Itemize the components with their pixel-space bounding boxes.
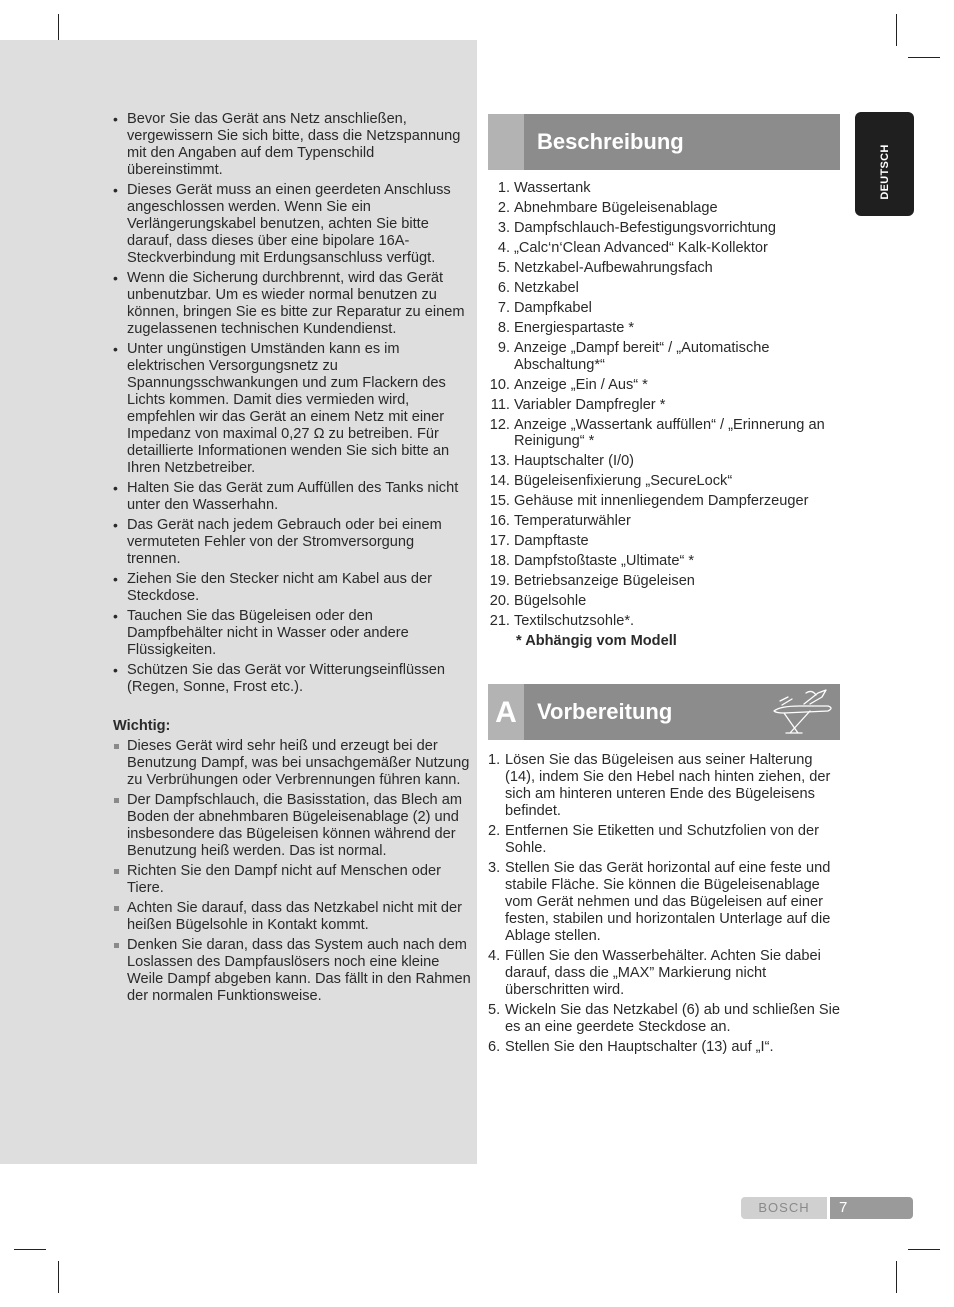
safety-bullet: • Tauchen Sie das Bügeleisen oder den Dampfbehälter nicht in Wasser oder andere Flüssigkeiten.	[111, 608, 471, 659]
step-number: 1.	[488, 752, 501, 768]
item-number: 7.	[497, 299, 510, 316]
preparation-step	[488, 1039, 843, 1056]
important-list	[111, 738, 471, 1005]
safety-bullet: • Wenn die Sicherung durchbrennt, wird das Gerät unbenutzbar. Um es wieder normal benutzen zu können, bringen Sie es bitte zur Reparatur zu einem zugelassenen technischen Kundendienst.	[111, 270, 471, 338]
step-text: Entfernen Sie Etiketten und Schutzfolien von der Sohle.	[505, 823, 819, 856]
item-number: 3.	[497, 219, 510, 236]
description-item	[488, 240, 843, 257]
description-item	[488, 593, 843, 610]
important-item: Dieses Gerät wird sehr heiß und erzeugt bei der Benutzung Dampf, was bei unsachgemäßer Nutzung zu Verbrühungen oder Verbrennungen führen kann.	[111, 738, 471, 789]
item-text: „Calc‘n‘Clean Advanced“ Kalk-Kollektor	[514, 239, 768, 256]
description-list	[488, 180, 843, 650]
safety-bullet: • Das Gerät nach jedem Gebrauch oder bei einem vermuteten Fehler von der Stromversorgung trennen.	[111, 517, 471, 568]
item-text: Netzkabel-Aufbewahrungsfach	[514, 259, 713, 276]
model-note: * Abhängig vom Modell	[516, 633, 677, 650]
crop-mark	[58, 1261, 59, 1293]
preparation-step	[488, 823, 843, 857]
preparation-step	[488, 860, 843, 945]
item-text: Anzeige „Ein / Aus“ *	[514, 376, 648, 393]
item-number: 6.	[497, 279, 510, 296]
crop-mark	[908, 1249, 940, 1250]
crop-mark	[908, 57, 940, 58]
preparation-header	[488, 684, 840, 740]
important-item: Richten Sie den Dampf nicht auf Menschen oder Tiere.	[111, 863, 471, 897]
item-text: Bügelsohle	[514, 593, 587, 610]
step-text: Lösen Sie das Bügeleisen aus seiner Halterung (14), indem Sie den Hebel nach hinten ziehen, der sich am hinteren unteren Ende des Bügeleisens befindet.	[505, 752, 831, 819]
item-number: 21.	[489, 613, 510, 630]
safety-bullet: • Dieses Gerät muss an einen geerdeten Anschluss angeschlossen werden. Wenn Sie ein Verlängerungskabel benutzen, achten Sie bitte darauf, dass dieses über eine bipolare 16A-Steckverbindung mit Erdungsanschluss verfügt.	[111, 182, 471, 267]
preparation-step	[488, 948, 843, 999]
step-text: Stellen Sie das Gerät horizontal auf eine feste und stabile Fläche. Sie können die Bügeleisenablage vom Gerät nehmen und das Bügeleisen auf einer festen, stabilen und horizontalen Unterlage auf die Ablage stellen.	[505, 860, 831, 944]
description-title: Beschreibung	[537, 129, 684, 154]
language-label: DEUTSCH	[879, 144, 891, 200]
description-item	[488, 613, 843, 630]
item-number: 10.	[489, 376, 510, 393]
description-item	[488, 417, 843, 451]
item-number: 15.	[489, 493, 510, 510]
description-item	[488, 553, 843, 570]
item-text: Hauptschalter (I/0)	[514, 453, 635, 470]
item-number: 2.	[497, 199, 510, 216]
ironing-board-icon	[770, 687, 838, 737]
step-text: Wickeln Sie das Netzkabel (6) ab und schließen Sie es an eine geerdete Steckdose an.	[505, 1002, 841, 1035]
item-number: 19.	[489, 573, 510, 590]
safety-bullet-list	[111, 111, 471, 696]
preparation-step	[488, 1002, 843, 1036]
item-number: 11.	[490, 396, 510, 413]
item-number: 1.	[497, 180, 510, 196]
step-text: Füllen Sie den Wasserbehälter. Achten Sie dabei darauf, dass die „MAX” Markierung nicht überschritten wird.	[505, 948, 821, 998]
description-item	[488, 280, 843, 297]
description-item	[488, 513, 843, 530]
safety-bullet: • Unter ungünstigen Umständen kann es im elektrischen Versorgungsnetz zu Spannungsschwankungen und zum Flackern des Lichts kommen. Damit dies vermieden wird, empfehlen wir das Gerät an einem Netz mit einer Impedanz von maximal 0,27 Ω zu betreiben. Für detaillierte Informationen wenden Sie sich bitte an Ihren Netzbetreiber.	[111, 341, 471, 477]
language-tab	[855, 112, 914, 216]
step-number: 6.	[488, 1039, 501, 1055]
item-text: Textilschutzsohle*.	[514, 613, 635, 630]
safety-bullet: • Schützen Sie das Gerät vor Witterungseinflüssen (Regen, Sonne, Frost etc.).	[111, 662, 471, 696]
description-item	[488, 180, 843, 197]
item-text: Energiespartaste *	[514, 319, 635, 336]
important-heading: Wichtig:	[113, 718, 171, 734]
preparation-title: Vorbereitung	[537, 699, 673, 724]
item-number: 9.	[497, 339, 510, 356]
item-text: Betriebsanzeige Bügeleisen	[514, 573, 695, 590]
item-number: 13.	[489, 453, 510, 470]
description-item	[488, 473, 843, 490]
step-number: 5.	[488, 1002, 501, 1018]
section-letter: A	[488, 684, 524, 740]
item-number: 8.	[497, 319, 510, 336]
description-item	[488, 493, 843, 510]
description-item	[488, 453, 843, 470]
step-number: 3.	[488, 860, 501, 876]
item-text: Dampfschlauch-Befestigungsvorrichtung	[514, 219, 777, 236]
item-number: 18.	[489, 553, 510, 570]
description-item	[488, 320, 843, 337]
item-number: 16.	[489, 513, 510, 530]
safety-instructions	[111, 111, 471, 1008]
item-number: 4.	[497, 239, 510, 256]
step-number: 4.	[488, 948, 501, 964]
item-text: Dampfkabel	[514, 299, 592, 316]
item-text: Variabler Dampfregler *	[514, 396, 666, 413]
description-item	[488, 200, 843, 217]
preparation-step	[488, 752, 843, 820]
item-number: 5.	[497, 259, 510, 276]
description-item	[488, 220, 843, 237]
preparation-steps	[488, 752, 843, 1059]
item-text: Anzeige „Wassertank auffüllen“ / „Erinnerung an Reinigung“ *	[514, 416, 825, 450]
description-item	[488, 340, 843, 374]
brand-label: BOSCH	[741, 1197, 827, 1219]
description-item	[488, 377, 843, 394]
description-item	[488, 300, 843, 317]
crop-mark	[14, 1249, 46, 1250]
item-number: 17.	[489, 533, 510, 550]
item-text: Bügeleisenfixierung „SecureLock“	[514, 473, 733, 490]
important-item: Der Dampfschlauch, die Basisstation, das Blech am Boden der abnehmbaren Bügeleisenablage (2) und insbesondere das Bügeleisen können während der Benutzung heiß werden. Das ist normal.	[111, 792, 471, 860]
description-item	[488, 533, 843, 550]
description-item	[488, 397, 843, 414]
step-text: Stellen Sie den Hauptschalter (13) auf „I“.	[505, 1039, 774, 1055]
important-item: Denken Sie daran, dass das System auch nach dem Loslassen des Dampfauslösers noch eine kleine Weile Dampf abgeben kann. Das fällt in den Rahmen der normalen Funktionsweise.	[111, 937, 471, 1005]
item-number: 12.	[489, 416, 510, 433]
description-header	[488, 114, 840, 170]
important-item: Achten Sie darauf, dass das Netzkabel nicht mit der heißen Bügelsohle in Kontakt kommt.	[111, 900, 471, 934]
item-text: Gehäuse mit innenliegendem Dampferzeuger	[514, 493, 809, 510]
header-tab	[488, 114, 524, 170]
crop-mark	[896, 1261, 897, 1293]
item-number: 20.	[489, 593, 510, 610]
item-text: Abnehmbare Bügeleisenablage	[514, 199, 718, 216]
item-text: Dampfstoßtaste „Ultimate“ *	[514, 553, 695, 570]
crop-mark	[896, 14, 897, 46]
safety-bullet: • Ziehen Sie den Stecker nicht am Kabel aus der Steckdose.	[111, 571, 471, 605]
item-text: Anzeige „Dampf bereit“ / „Automatische Abschaltung*“	[514, 339, 770, 373]
safety-bullet: • Halten Sie das Gerät zum Auffüllen des Tanks nicht unter den Wasserhahn.	[111, 480, 471, 514]
item-text: Dampftaste	[514, 533, 589, 550]
step-number: 2.	[488, 823, 501, 839]
item-text: Temperaturwähler	[514, 513, 631, 530]
page-number: 7	[830, 1197, 913, 1219]
item-text: Netzkabel	[514, 279, 579, 296]
safety-bullet: • Bevor Sie das Gerät ans Netz anschließen, vergewissern Sie sich bitte, dass die Netzspannung mit den Angaben auf dem Typenschild übereinstimmt.	[111, 111, 471, 179]
description-item	[488, 260, 843, 277]
item-number: 14.	[489, 473, 510, 490]
item-text: Wassertank	[514, 180, 591, 196]
description-item	[488, 573, 843, 590]
